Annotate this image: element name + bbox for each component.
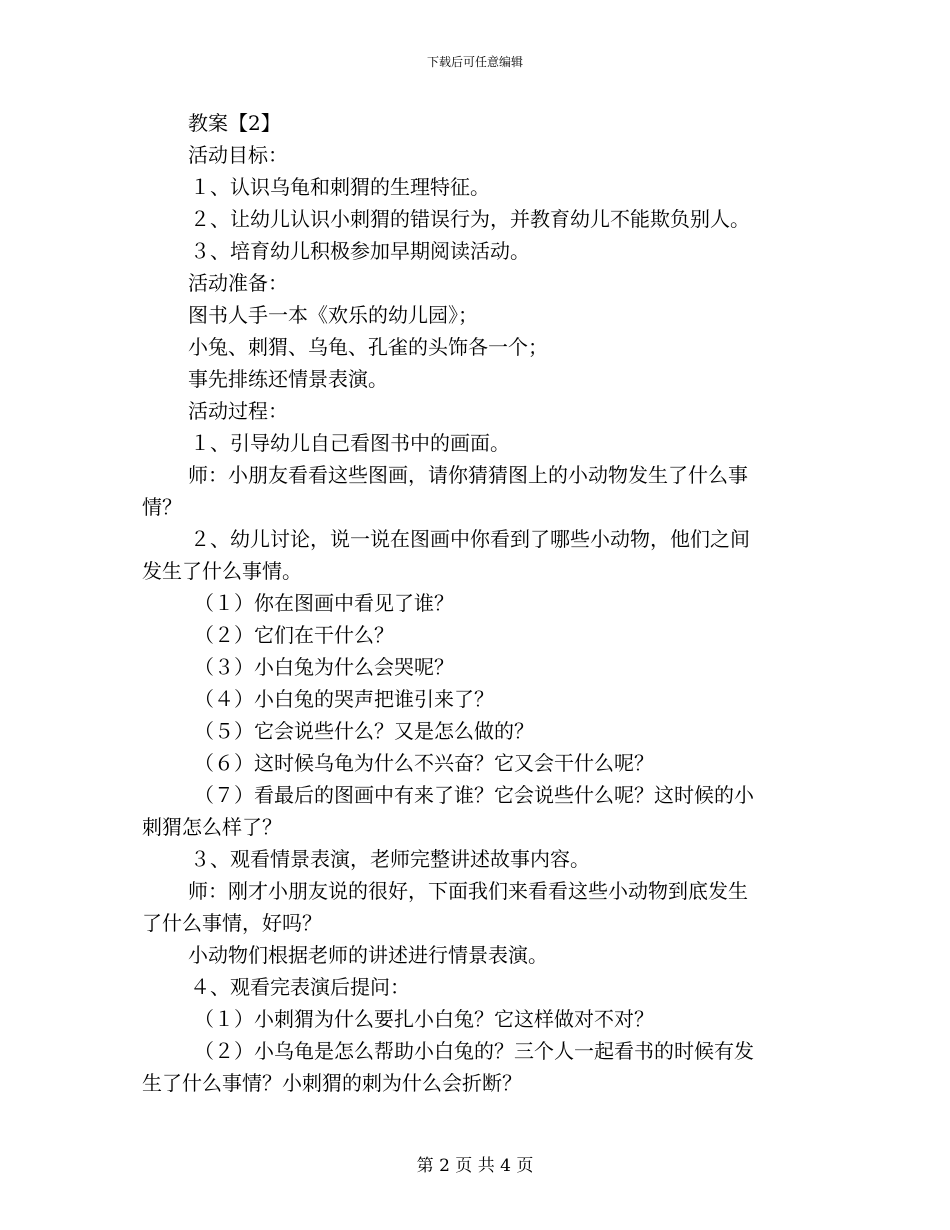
text-line: 刺猬怎么样了？ xyxy=(142,815,282,839)
text-line: 生了什么事情？小刺猬的刺为什么会折断？ xyxy=(142,1071,522,1095)
text-line: 活动目标： xyxy=(188,143,288,167)
text-line: １、引导幼儿自己看图书中的画面。 xyxy=(190,431,510,455)
text-line: （１）小刺猬为什么要扎小白兔？它这样做对不对？ xyxy=(194,1007,654,1031)
text-line: （６）这时候乌龟为什么不兴奋？它又会干什么呢？ xyxy=(194,751,654,775)
text-line: 情？ xyxy=(142,495,182,519)
text-line: 发生了什么事情。 xyxy=(142,559,302,583)
text-line: ３、培育幼儿积极参加早期阅读活动。 xyxy=(190,239,530,263)
document-body xyxy=(142,107,802,1099)
text-line: （２）小乌龟是怎么帮助小白兔的？三个人一起看书的时候有发 xyxy=(194,1039,754,1063)
text-line: １、认识乌龟和刺猬的生理特征。 xyxy=(190,175,490,199)
text-line: 小兔、刺猬、乌龟、孔雀的头饰各一个； xyxy=(188,335,548,359)
text-line: （７）看最后的图画中有来了谁？它会说些什么呢？这时候的小 xyxy=(194,783,754,807)
text-line: 了什么事情，好吗？ xyxy=(142,911,322,935)
text-line: （４）小白兔的哭声把谁引来了？ xyxy=(194,687,494,711)
text-line: （５）它会说些什么？又是怎么做的？ xyxy=(194,719,534,743)
text-line: 图书人手一本《欢乐的幼儿园》； xyxy=(188,303,478,327)
text-line: ２、幼儿讨论，说一说在图画中你看到了哪些小动物，他们之间 xyxy=(190,527,750,551)
text-line: 活动准备： xyxy=(188,271,288,295)
text-line: ３、观看情景表演，老师完整讲述故事内容。 xyxy=(190,847,590,871)
text-line: （１）你在图画中看见了谁？ xyxy=(194,591,454,615)
text-line: 小动物们根据老师的讲述进行情景表演。 xyxy=(188,943,548,967)
text-line: 活动过程： xyxy=(188,399,288,423)
text-line: 师：刚才小朋友说的很好，下面我们来看看这些小动物到底发生 xyxy=(188,879,748,903)
text-line: ２、让幼儿认识小刺猬的错误行为，并教育幼儿不能欺负别人。 xyxy=(190,207,750,231)
text-line: 事先排练还情景表演。 xyxy=(188,367,388,391)
text-line: 师：小朋友看看这些图画，请你猜猜图上的小动物发生了什么事 xyxy=(188,463,748,487)
text-line: 教案【2】 xyxy=(188,111,281,135)
page-header: 下载后可任意编辑 xyxy=(426,55,523,69)
page-footer: 第 2 页 共 4 页 xyxy=(416,1156,534,1176)
text-line: （３）小白兔为什么会哭呢？ xyxy=(194,655,454,679)
text-line: （２）它们在干什么？ xyxy=(194,623,394,647)
text-line: ４、观看完表演后提问： xyxy=(190,975,410,999)
